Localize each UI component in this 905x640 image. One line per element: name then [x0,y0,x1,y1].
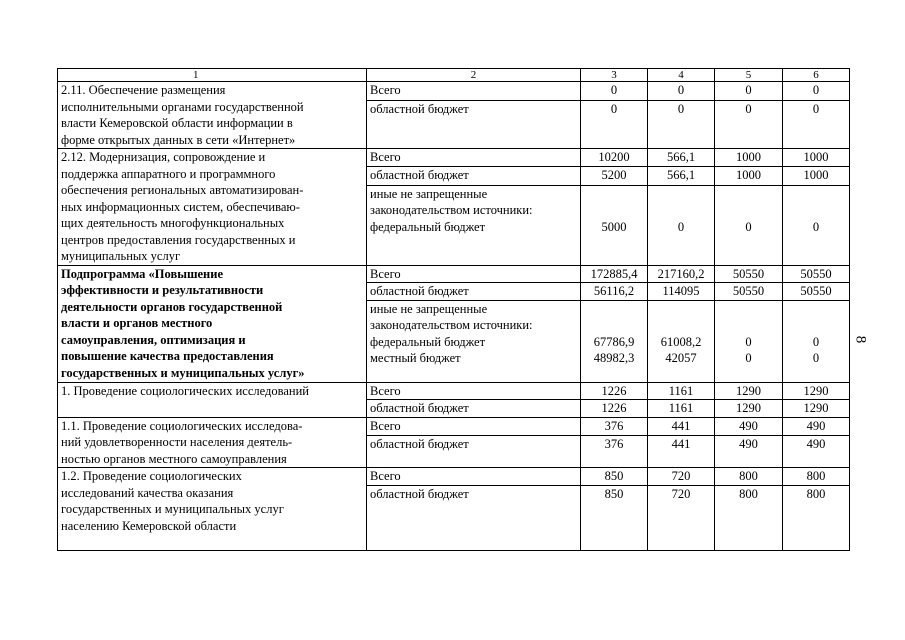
measure-name-line: 1.1. Проведение социологических исследова- [61,418,303,433]
value-cell: 800 [715,485,783,550]
value-cell: 1226 [581,400,648,418]
measure-name-line: населению Кемеровской области [61,518,237,533]
measure-name-line: щих деятельность многофункциональных [61,216,285,230]
value-cell: 5000 [581,185,648,265]
measure-name-cell [58,149,367,266]
value-cell: 850 [581,485,648,550]
value-cell: 217160,2 [648,265,715,283]
source-label: областной бюджет [367,436,581,468]
measure-name-line: обеспечения региональных автоматизирован- [61,183,304,197]
measure-name-line: ностью органов местного самоуправления [61,451,287,466]
source-label: иные не запрещенные [370,186,488,201]
measure-name-cell [58,468,367,551]
value-cell: 0 [648,82,715,101]
measure-name-line: исследований качества оказания [61,485,234,500]
measure-name-line: ных информационных систем, обеспечиваю- [61,199,300,214]
source-label: Всего [367,149,581,167]
value-cell: 1161 [648,400,715,418]
source-label-cell [367,185,581,265]
value-cell: 1290 [715,400,783,418]
value-cell: 0 [715,101,783,149]
measure-name-cell [58,82,367,149]
subprogram-name-line: эффективности и результативности [61,283,264,297]
table-row [58,149,850,167]
value-cell: 114095 [648,283,715,301]
value-cell: 50550 [783,283,850,301]
value-cell [783,300,850,382]
measure-name-cell [58,382,367,417]
value-cell: 800 [783,485,850,550]
value-line: 67786,9 [593,334,635,349]
value-cell: 376 [581,436,648,468]
value-line: 0 [812,351,820,365]
value-cell: 720 [648,468,715,486]
value-line: 0 [745,351,752,365]
source-label: Всего [367,468,581,486]
value-cell: 1000 [783,167,850,185]
table-row [58,382,850,400]
measure-name-line: 1.2. Проведение социологических [61,469,242,483]
value-cell: 490 [715,436,783,468]
value-cell: 0 [783,101,850,149]
budget-table [57,68,850,551]
subprogram-name-line: власти и органов местного [61,316,213,330]
measure-name-line: 1. Проведение социологических исследований [61,383,309,398]
subprogram-name-line: самоуправления, оптимизация и [61,332,246,347]
measure-name-line: центров предоставления государственных и [61,232,296,247]
header-cell: 6 [783,69,850,82]
value-cell: 0 [715,82,783,101]
value-line: 42057 [665,351,697,365]
value-cell: 1000 [783,149,850,167]
table-row [58,265,850,283]
value-cell [581,300,648,382]
value-cell: 172885,4 [581,265,648,283]
source-label: Всего [367,382,581,400]
source-label: законодательством источники: [370,318,533,332]
table-row [58,468,850,486]
value-cell: 800 [715,468,783,486]
value-cell: 1226 [581,382,648,400]
value-cell: 50550 [715,283,783,301]
value-cell: 490 [783,417,850,436]
value-cell: 1290 [715,382,783,400]
value-cell: 5200 [581,167,648,185]
value-cell: 1000 [715,167,783,185]
measure-name-line: форме открытых данных в сети «Интернет» [61,132,296,147]
value-line: 0 [745,334,752,349]
header-cell: 2 [367,69,581,82]
subprogram-name-line: государственных и муниципальных услуг» [61,365,305,380]
value-cell [715,300,783,382]
value-cell: 376 [581,417,648,436]
measure-name-line: муниципальных услуг [61,249,181,263]
value-cell: 0 [783,82,850,101]
value-line: 61008,2 [660,334,702,349]
source-label: областной бюджет [367,485,581,550]
source-label: местный бюджет [370,351,461,365]
value-cell: 1290 [783,382,850,400]
value-cell: 50550 [715,265,783,283]
value-cell: 0 [581,101,648,149]
value-cell: 0 [648,101,715,149]
source-label: федеральный бюджет [370,334,486,349]
value-cell: 1290 [783,400,850,418]
page-number: 8 [852,335,869,344]
header-cell: 5 [715,69,783,82]
subprogram-name-line: Подпрограмма «Повышение [61,266,224,281]
subprogram-name-line: деятельности органов государственной [61,299,283,314]
table-header-row [58,69,850,82]
value-line: 0 [812,334,820,349]
source-label: областной бюджет [367,101,581,149]
value-cell: 490 [783,436,850,468]
table-row [58,417,850,436]
source-label: областной бюджет [367,167,581,185]
source-label-cell [367,300,581,382]
value-cell: 0 [648,185,715,265]
measure-name-line: поддержка аппаратного и программного [61,166,276,181]
measure-name-line: 2.11. Обеспечение размещения [61,83,226,97]
value-cell: 56116,2 [581,283,648,301]
source-label: федеральный бюджет [370,219,486,234]
measure-name-line: власти Кемеровской области информации в [61,116,293,130]
value-cell: 0 [783,185,850,265]
value-cell: 800 [783,468,850,486]
value-cell: 1000 [715,149,783,167]
value-cell: 0 [581,82,648,101]
measure-name-line: 2.12. Модернизация, сопровождение и [61,150,266,164]
header-cell: 4 [648,69,715,82]
header-cell: 1 [58,69,367,82]
value-cell: 490 [715,417,783,436]
measure-name-cell [58,417,367,468]
value-cell: 1161 [648,382,715,400]
value-cell: 441 [648,417,715,436]
value-cell: 0 [715,185,783,265]
measure-name-line: государственных и муниципальных услуг [61,502,284,516]
subprogram-name-cell [58,265,367,382]
subprogram-name-line: повышение качества предоставления [61,349,274,363]
source-label: Всего [367,265,581,283]
source-label: законодательством источники: [370,203,533,217]
source-label: иные не запрещенные [370,301,488,316]
value-cell: 441 [648,436,715,468]
value-cell: 10200 [581,149,648,167]
source-label: Всего [367,417,581,436]
value-cell: 50550 [783,265,850,283]
value-line: 48982,3 [593,351,635,365]
value-cell: 566,1 [648,167,715,185]
value-cell: 850 [581,468,648,486]
value-cell [648,300,715,382]
source-label: областной бюджет [367,400,581,418]
header-cell: 3 [581,69,648,82]
source-label: областной бюджет [367,283,581,301]
measure-name-line: ний удовлетворенности населения деятель- [61,435,293,449]
value-cell: 720 [648,485,715,550]
value-cell: 566,1 [648,149,715,167]
measure-name-line: исполнительными органами государственной [61,99,304,114]
table-row [58,82,850,101]
source-label: Всего [367,82,581,101]
